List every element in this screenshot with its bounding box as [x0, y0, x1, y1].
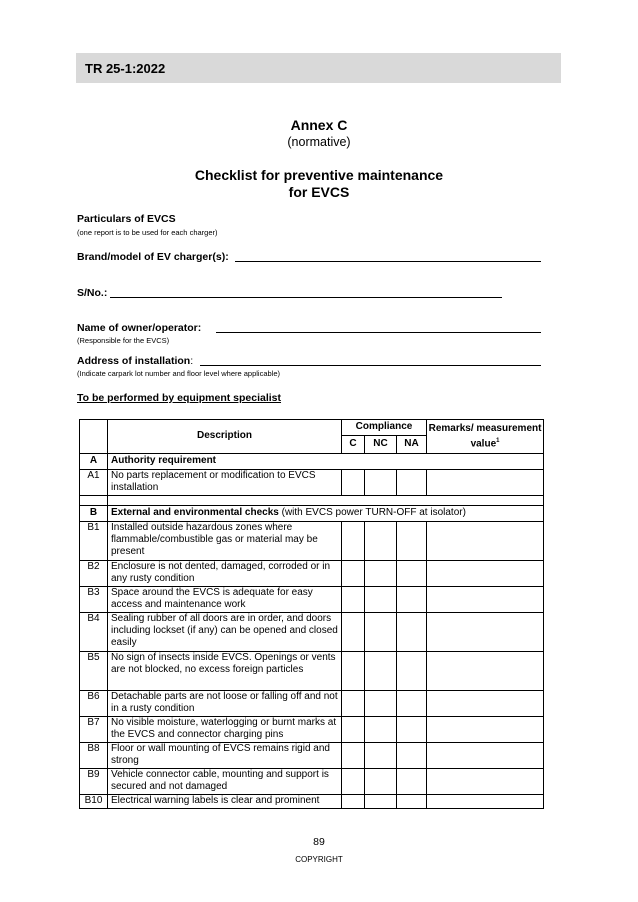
- item-description: Detachable parts are not loose or falling off and not in a rusty condition: [108, 691, 342, 717]
- item-description: Electrical warning labels is clear and prominent: [108, 795, 342, 809]
- c-checkbox-cell[interactable]: [342, 717, 365, 743]
- item-description: No visible moisture, waterlogging or burnt marks at the EVCS and connector charging pins: [108, 717, 342, 743]
- item-description: Floor or wall mounting of EVCS remains rigid and strong: [108, 743, 342, 769]
- remarks-cell[interactable]: [427, 717, 544, 743]
- item-description: No sign of insects inside EVCS. Openings or vents are not blocked, no excess foreign particles: [108, 652, 342, 691]
- remarks-cell[interactable]: [427, 587, 544, 613]
- nc-checkbox-cell[interactable]: [365, 587, 397, 613]
- na-checkbox-cell[interactable]: [397, 691, 427, 717]
- item-description: Installed outside hazardous zones where flammable/combustible gas or material may be present: [108, 522, 342, 561]
- na-checkbox-cell[interactable]: [397, 743, 427, 769]
- na-checkbox-cell[interactable]: [397, 613, 427, 652]
- c-header: C: [342, 436, 365, 454]
- checklist-row: [80, 613, 544, 652]
- c-checkbox-cell[interactable]: [342, 769, 365, 795]
- remarks-cell[interactable]: [427, 652, 544, 691]
- remarks-cell[interactable]: [427, 561, 544, 587]
- nc-checkbox-cell[interactable]: [365, 561, 397, 587]
- checklist-row: [80, 587, 544, 613]
- item-code: B8: [80, 743, 108, 769]
- checklist-row: [80, 717, 544, 743]
- na-checkbox-cell[interactable]: [397, 561, 427, 587]
- na-checkbox-cell[interactable]: [397, 795, 427, 809]
- item-code: A1: [80, 470, 108, 496]
- remarks-cell[interactable]: [427, 743, 544, 769]
- nc-header: NC: [365, 436, 397, 454]
- description-header: Description: [108, 420, 342, 454]
- section-b-row: B External and environmental checks (with EVCS power TURN-OFF at isolator): [80, 506, 544, 522]
- c-checkbox-cell[interactable]: [342, 691, 365, 717]
- checklist-row: [80, 795, 544, 809]
- item-code: B4: [80, 613, 108, 652]
- remarks-cell[interactable]: [427, 769, 544, 795]
- item-code: B5: [80, 652, 108, 691]
- checklist-row: [80, 470, 544, 496]
- sn-field[interactable]: [110, 297, 502, 298]
- page-number: 89: [313, 836, 325, 848]
- nc-checkbox-cell[interactable]: [365, 795, 397, 809]
- c-checkbox-cell[interactable]: [342, 613, 365, 652]
- remarks-header: Remarks/ measurement value$^1$: [427, 420, 544, 454]
- address-field[interactable]: [200, 365, 541, 366]
- item-code: B3: [80, 587, 108, 613]
- remarks-cell[interactable]: [427, 795, 544, 809]
- checklist-row: [80, 769, 544, 795]
- section-heading: To be performed by equipment specialist: [77, 392, 282, 404]
- nc-checkbox-cell[interactable]: [365, 470, 397, 496]
- item-code: B1: [80, 522, 108, 561]
- na-checkbox-cell[interactable]: [397, 522, 427, 561]
- remarks-cell[interactable]: [427, 613, 544, 652]
- particulars-note: (one report is to be used for each charger): [77, 228, 218, 237]
- checklist-title-line1: Checklist for preventive maintenance: [194, 167, 444, 183]
- document-id: TR 25-1:2022: [85, 61, 166, 76]
- spacer-row: [80, 496, 544, 506]
- c-checkbox-cell[interactable]: [342, 470, 365, 496]
- section-b-title: External and environmental checks (with EVCS power TURN-OFF at isolator): [108, 506, 544, 522]
- compliance-header: Compliance: [342, 420, 427, 436]
- na-checkbox-cell[interactable]: [397, 717, 427, 743]
- item-description: Space around the EVCS is adequate for easy access and maintenance work: [108, 587, 342, 613]
- c-checkbox-cell[interactable]: [342, 743, 365, 769]
- item-code: B6: [80, 691, 108, 717]
- checklist-title-line2: for EVCS: [288, 184, 350, 200]
- nc-checkbox-cell[interactable]: [365, 652, 397, 691]
- checklist-table: [79, 419, 544, 809]
- item-code: B2: [80, 561, 108, 587]
- checklist-row: [80, 561, 544, 587]
- item-description: Vehicle connector cable, mounting and support is secured and not damaged: [108, 769, 342, 795]
- nc-checkbox-cell[interactable]: [365, 743, 397, 769]
- nc-checkbox-cell[interactable]: [365, 717, 397, 743]
- c-checkbox-cell[interactable]: [342, 652, 365, 691]
- address-label: Address of installation:: [77, 355, 194, 367]
- particulars-heading: Particulars of EVCS: [77, 213, 176, 225]
- c-checkbox-cell[interactable]: [342, 795, 365, 809]
- remarks-cell[interactable]: [427, 522, 544, 561]
- c-checkbox-cell[interactable]: [342, 522, 365, 561]
- item-description: No parts replacement or modification to EVCS installation: [108, 470, 342, 496]
- checklist-row: [80, 652, 544, 691]
- na-checkbox-cell[interactable]: [397, 470, 427, 496]
- address-note: (Indicate carpark lot number and floor level where applicable): [77, 369, 281, 378]
- checklist-row: [80, 691, 544, 717]
- item-code: B10: [80, 795, 108, 809]
- na-checkbox-cell[interactable]: [397, 769, 427, 795]
- owner-label: Name of owner/operator:: [77, 322, 202, 334]
- item-code: B7: [80, 717, 108, 743]
- owner-note: (Responsible for the EVCS): [77, 336, 170, 345]
- nc-checkbox-cell[interactable]: [365, 613, 397, 652]
- c-checkbox-cell[interactable]: [342, 561, 365, 587]
- na-checkbox-cell[interactable]: [397, 587, 427, 613]
- remarks-cell[interactable]: [427, 691, 544, 717]
- section-a-title: Authority requirement: [108, 454, 544, 470]
- header-row-1: [80, 420, 544, 436]
- copyright-notice: COPYRIGHT: [295, 855, 343, 864]
- nc-checkbox-cell[interactable]: [365, 522, 397, 561]
- brand-label: Brand/model of EV charger(s):: [77, 251, 229, 263]
- checklist-row: [80, 522, 544, 561]
- annex-subtitle: (normative): [287, 135, 351, 149]
- item-description: Enclosure is not dented, damaged, corroded or in any rusty condition: [108, 561, 342, 587]
- nc-checkbox-cell[interactable]: [365, 769, 397, 795]
- remarks-cell[interactable]: [427, 470, 544, 496]
- na-checkbox-cell[interactable]: [397, 652, 427, 691]
- na-header: NA: [397, 436, 427, 454]
- section-a-row: A Authority requirement: [80, 454, 544, 470]
- owner-field[interactable]: [216, 332, 541, 333]
- item-code: B9: [80, 769, 108, 795]
- annex-title: Annex C: [290, 117, 348, 133]
- checklist-row: [80, 743, 544, 769]
- nc-checkbox-cell[interactable]: [365, 691, 397, 717]
- sn-label: S/No.:: [77, 287, 108, 299]
- c-checkbox-cell[interactable]: [342, 587, 365, 613]
- item-description: Sealing rubber of all doors are in order, and doors including lockset (if any) can be opened and closed easily: [108, 613, 342, 652]
- document-header-bar: [76, 53, 561, 83]
- brand-field[interactable]: [235, 261, 541, 262]
